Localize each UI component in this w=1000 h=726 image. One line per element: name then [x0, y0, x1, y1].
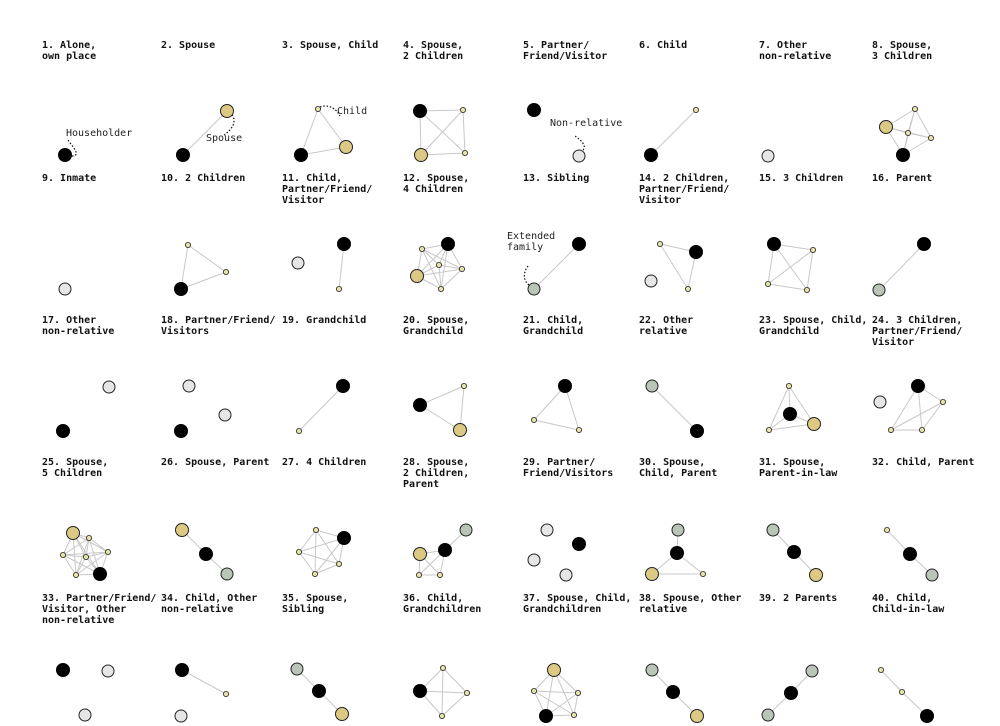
- panel-30: [639, 457, 759, 587]
- householder-node: [337, 380, 350, 393]
- household-graph: [872, 593, 992, 723]
- child-node: [531, 417, 536, 422]
- householder-node: [897, 149, 910, 162]
- edge: [879, 244, 924, 290]
- household-graph: [639, 593, 759, 723]
- panel-38: [639, 593, 759, 723]
- edge: [299, 538, 344, 552]
- child-node: [810, 247, 815, 252]
- annotation-leader: [524, 265, 529, 285]
- household-graph: [161, 315, 281, 445]
- household-graph: [282, 173, 402, 303]
- child-node: [884, 527, 889, 532]
- panel-title: 19. Grandchild: [282, 315, 367, 326]
- panel-26: [161, 457, 281, 587]
- panel-37: [523, 593, 643, 723]
- householder-node: [784, 408, 797, 421]
- panel-title: 18. Partner/Friend/ Visitors: [161, 315, 276, 337]
- child-node: [878, 667, 883, 672]
- householder-node: [439, 544, 452, 557]
- edge: [420, 405, 460, 430]
- panel-34: [161, 593, 281, 723]
- household-graph: [523, 40, 643, 170]
- panel-title: 14. 2 Children, Partner/Friend/ Visitor: [639, 173, 730, 206]
- spouse-node: [176, 524, 189, 537]
- edge: [768, 284, 807, 290]
- householder-node: [690, 246, 703, 259]
- panel-4: [403, 40, 523, 170]
- household-graph: [282, 457, 402, 587]
- householder-node: [338, 532, 351, 545]
- householder-node: [667, 686, 680, 699]
- spouse-node: [221, 105, 234, 118]
- relative-node: [528, 283, 540, 295]
- household-graph: [282, 315, 402, 445]
- panel-35: [282, 593, 402, 723]
- edge: [89, 538, 108, 552]
- householder-node: [57, 425, 70, 438]
- child-node: [685, 286, 690, 291]
- child-node: [940, 399, 945, 404]
- householder-node: [788, 546, 801, 559]
- household-graph: [759, 315, 879, 445]
- edge: [463, 110, 465, 153]
- nonrelative-node: [219, 409, 231, 421]
- relative-node: [926, 569, 938, 581]
- household-graph: [42, 173, 162, 303]
- nonrelative-node: [762, 150, 774, 162]
- householder-node: [442, 238, 455, 251]
- household-graph: [872, 173, 992, 303]
- panel-title: 8. Spouse, 3 Children: [872, 40, 933, 62]
- panel-title: 38. Spouse, Other relative: [639, 593, 742, 615]
- relative-node: [646, 664, 658, 676]
- panel-title: 9. Inmate: [42, 173, 97, 184]
- annotation-label: Child: [337, 106, 368, 117]
- spouse-node: [810, 569, 823, 582]
- annotation-label: Non-relative: [550, 118, 623, 129]
- panel-title: 4. Spouse, 2 Children: [403, 40, 464, 62]
- spouse-node: [646, 568, 659, 581]
- householder-node: [528, 104, 541, 117]
- child-node: [766, 427, 771, 432]
- panel-18: [161, 315, 281, 445]
- household-graph: [639, 457, 759, 587]
- panel-27: [282, 457, 402, 587]
- relative-node: [646, 380, 658, 392]
- householder-node: [785, 687, 798, 700]
- child-node: [296, 549, 301, 554]
- edge: [299, 530, 316, 552]
- panel-title: 6. Child: [639, 40, 688, 51]
- edge: [421, 110, 463, 155]
- child-node: [296, 428, 301, 433]
- edge: [299, 552, 339, 564]
- child-node: [459, 266, 464, 271]
- nonrelative-node: [103, 381, 115, 393]
- household-graph: [403, 457, 523, 587]
- panel-29: [523, 457, 643, 587]
- panel-title: 17. Other non-relative: [42, 315, 115, 337]
- panel-title: 2. Spouse: [161, 40, 216, 51]
- householder-node: [175, 283, 188, 296]
- panel-title: 34. Child, Other non-relative: [161, 593, 258, 615]
- edge: [915, 109, 931, 138]
- panel-12: [403, 173, 523, 303]
- householder-node: [645, 149, 658, 162]
- panel-17: [42, 315, 162, 445]
- panel-title: 27. 4 Children: [282, 457, 367, 468]
- household-graph: [42, 40, 162, 170]
- nonrelative-node: [645, 275, 657, 287]
- child-node: [86, 535, 91, 540]
- child-node: [223, 691, 228, 696]
- child-node: [571, 712, 576, 717]
- child-node: [436, 262, 441, 267]
- panel-40: [872, 593, 992, 723]
- panel-title: 37. Spouse, Child, Grandchildren: [523, 593, 632, 615]
- panel-title: 24. 3 Children, Partner/Friend/ Visitor: [872, 315, 963, 348]
- nonrelative-node: [79, 709, 91, 721]
- householder-node: [295, 149, 308, 162]
- householder-node: [414, 105, 427, 118]
- panel-title: 33. Partner/Friend/ Visitor, Other non-relative: [42, 593, 157, 626]
- edge: [181, 272, 226, 289]
- householder-node: [904, 548, 917, 561]
- panel-6: [639, 40, 759, 170]
- child-node: [912, 106, 917, 111]
- panel-20: [403, 315, 523, 445]
- householder-node: [768, 238, 781, 251]
- annotation-label: Spouse: [206, 133, 243, 144]
- spouse-node: [548, 664, 561, 677]
- householder-node: [177, 149, 190, 162]
- child-node: [60, 552, 65, 557]
- household-graph: [523, 593, 643, 723]
- panel-33: [42, 593, 162, 723]
- householder-node: [671, 547, 684, 560]
- spouse-node: [414, 548, 427, 561]
- householder-node: [414, 399, 427, 412]
- spouse-node: [340, 141, 353, 154]
- panel-title: 1. Alone, own place: [42, 40, 97, 62]
- panel-19: [282, 315, 402, 445]
- household-graph: [403, 593, 523, 723]
- child-node: [700, 571, 705, 576]
- household-graph: [872, 457, 992, 587]
- child-node: [804, 287, 809, 292]
- edge: [534, 420, 579, 430]
- edge: [188, 245, 226, 272]
- household-graph: [282, 593, 402, 723]
- child-node: [657, 241, 662, 246]
- household-graph: [282, 40, 402, 170]
- panel-11: [282, 173, 402, 303]
- panel-3: [282, 40, 402, 170]
- householder-node: [573, 538, 586, 551]
- panel-title: 10. 2 Children: [161, 173, 246, 184]
- child-node: [460, 107, 465, 112]
- panel-8: [872, 40, 992, 170]
- household-graph: [523, 457, 643, 587]
- nonrelative-node: [541, 524, 553, 536]
- household-graph: [639, 40, 759, 170]
- panel-title: 32. Child, Parent: [872, 457, 975, 468]
- relative-node: [460, 524, 472, 536]
- edge: [534, 691, 578, 693]
- panel-title: 16. Parent: [872, 173, 933, 184]
- child-node: [315, 106, 320, 111]
- child-node: [786, 383, 791, 388]
- nonrelative-node: [175, 710, 187, 722]
- householder-node: [59, 149, 72, 162]
- child-node: [693, 107, 698, 112]
- nonrelative-node: [183, 380, 195, 392]
- panel-36: [403, 593, 523, 723]
- panel-title: 31. Spouse, Parent-in-law: [759, 457, 838, 479]
- panel-title: 23. Spouse, Child, Grandchild: [759, 315, 868, 337]
- householder-node: [414, 685, 427, 698]
- spouse-node: [67, 527, 80, 540]
- householder-node: [175, 425, 188, 438]
- householder-node: [338, 238, 351, 251]
- child-node: [83, 554, 88, 559]
- panel-7: [759, 40, 879, 170]
- child-node: [419, 246, 424, 251]
- child-node: [461, 383, 466, 388]
- relative-node: [873, 284, 885, 296]
- edge: [769, 386, 789, 430]
- household-graph: [759, 173, 879, 303]
- child-node: [464, 690, 469, 695]
- household-graph: [403, 315, 523, 445]
- child-node: [438, 286, 443, 291]
- relative-node: [221, 568, 233, 580]
- child-node: [312, 571, 317, 576]
- nonrelative-node: [560, 569, 572, 581]
- child-node: [185, 242, 190, 247]
- household-graph: [759, 457, 879, 587]
- householder-node: [691, 425, 704, 438]
- panel-32: [872, 457, 992, 587]
- child-node: [416, 572, 421, 577]
- spouse-node: [691, 710, 704, 723]
- child-node: [905, 130, 910, 135]
- panel-title: 40. Child, Child-in-law: [872, 593, 945, 615]
- child-node: [899, 689, 904, 694]
- child-node: [223, 269, 228, 274]
- annotation-leader: [575, 136, 584, 150]
- child-node: [888, 427, 893, 432]
- panel-title: 28. Spouse, 2 Children, Parent: [403, 457, 470, 490]
- nonrelative-node: [573, 150, 585, 162]
- panel-31: [759, 457, 879, 587]
- spouse-node: [454, 424, 467, 437]
- nonrelative-node: [292, 257, 304, 269]
- panel-title: 3. Spouse, Child: [282, 40, 379, 51]
- panel-title: 29. Partner/ Friend/Visitors: [523, 457, 614, 479]
- edge: [301, 109, 318, 155]
- edge: [442, 693, 467, 716]
- panel-23: [759, 315, 879, 445]
- relative-node: [767, 524, 779, 536]
- householder-node: [94, 568, 107, 581]
- edge: [652, 386, 697, 431]
- spouse-node: [336, 708, 349, 721]
- householder-node: [540, 710, 553, 723]
- nonrelative-node: [59, 283, 71, 295]
- panel-title: 7. Other non-relative: [759, 40, 832, 62]
- child-node: [575, 690, 580, 695]
- panel-22: [639, 315, 759, 445]
- edge: [420, 386, 464, 405]
- edge: [768, 250, 813, 284]
- annotation-label: Householder: [66, 128, 133, 139]
- panel-14: [639, 173, 759, 303]
- household-graph: [161, 173, 281, 303]
- household-graph: [872, 315, 992, 445]
- spouse-node: [411, 270, 424, 283]
- edge: [881, 670, 902, 692]
- edge: [574, 693, 578, 715]
- relative-node: [672, 524, 684, 536]
- nonrelative-node: [874, 396, 886, 408]
- panel-39: [759, 593, 879, 723]
- panel-title: 13. Sibling: [523, 173, 590, 184]
- panel-title: 20. Spouse, Grandchild: [403, 315, 470, 337]
- panel-21: [523, 315, 643, 445]
- child-node: [531, 688, 536, 693]
- panel-title: 12. Spouse, 4 Children: [403, 173, 470, 195]
- edge: [420, 691, 467, 693]
- panel-9: [42, 173, 162, 303]
- child-node: [105, 549, 110, 554]
- household-graph: [42, 457, 162, 587]
- household-graph: [759, 40, 879, 170]
- child-node: [336, 561, 341, 566]
- edge: [891, 386, 918, 430]
- household-graph: [403, 173, 523, 303]
- panel-title: 35. Spouse, Sibling: [282, 593, 349, 615]
- edge: [182, 670, 226, 694]
- householder-node: [918, 238, 931, 251]
- panel-title: 15. 3 Children: [759, 173, 844, 184]
- child-node: [765, 281, 770, 286]
- household-graph: [403, 40, 523, 170]
- edge: [299, 552, 315, 574]
- annotation-label: Extended family: [507, 231, 556, 253]
- spouse-node: [808, 418, 821, 431]
- panel-1: [42, 40, 162, 170]
- household-graph: [42, 593, 162, 723]
- household-graph: [639, 315, 759, 445]
- relative-node: [291, 663, 303, 675]
- panel-title: 11. Child, Partner/Friend/ Visitor: [282, 173, 373, 206]
- child-node: [313, 527, 318, 532]
- householder-node: [559, 380, 572, 393]
- edge: [807, 250, 813, 290]
- panel-title: 36. Child, Grandchildren: [403, 593, 482, 615]
- panel-title: 21. Child, Grandchild: [523, 315, 584, 337]
- householder-node: [921, 710, 934, 723]
- panel-title: 26. Spouse, Parent: [161, 457, 270, 468]
- child-node: [919, 427, 924, 432]
- panel-16: [872, 173, 992, 303]
- panel-title: 22. Other relative: [639, 315, 694, 337]
- household-graph: [523, 315, 643, 445]
- household-graph: [639, 173, 759, 303]
- edge: [315, 530, 316, 574]
- panel-5: [523, 40, 643, 170]
- child-node: [576, 427, 581, 432]
- householder-node: [57, 664, 70, 677]
- edge: [891, 402, 943, 430]
- panel-24: [872, 315, 992, 445]
- child-node: [73, 572, 78, 577]
- panel-2: [161, 40, 281, 170]
- household-graph: [161, 457, 281, 587]
- child-node: [462, 150, 467, 155]
- edge: [660, 244, 688, 289]
- spouse-node: [415, 149, 428, 162]
- panel-10: [161, 173, 281, 303]
- panel-28: [403, 457, 523, 587]
- householder-node: [313, 685, 326, 698]
- householder-node: [912, 380, 925, 393]
- panel-title: 5. Partner/ Friend/Visitor: [523, 40, 608, 62]
- child-node: [437, 572, 442, 577]
- relative-node: [762, 709, 774, 721]
- nonrelative-node: [528, 554, 540, 566]
- householder-node: [573, 238, 586, 251]
- panel-title: 25. Spouse, 5 Children: [42, 457, 109, 479]
- household-graph: [759, 593, 879, 723]
- relative-node: [806, 665, 818, 677]
- child-node: [336, 286, 341, 291]
- edge: [922, 402, 943, 430]
- edge: [651, 110, 696, 155]
- child-node: [928, 135, 933, 140]
- household-graph: [872, 40, 992, 170]
- nonrelative-node: [102, 665, 114, 677]
- household-graph: [161, 40, 281, 170]
- panel-title: 30. Spouse, Child, Parent: [639, 457, 718, 479]
- householder-node: [200, 548, 213, 561]
- edge: [299, 386, 343, 431]
- household-graph: [42, 315, 162, 445]
- panel-13: [507, 173, 643, 303]
- panel-15: [759, 173, 879, 303]
- householder-node: [176, 664, 189, 677]
- household-graph: [161, 593, 281, 723]
- edge: [443, 668, 467, 693]
- spouse-node: [880, 121, 893, 134]
- child-node: [440, 665, 445, 670]
- panel-25: [42, 457, 162, 587]
- panel-title: 39. 2 Parents: [759, 593, 838, 604]
- child-node: [439, 713, 444, 718]
